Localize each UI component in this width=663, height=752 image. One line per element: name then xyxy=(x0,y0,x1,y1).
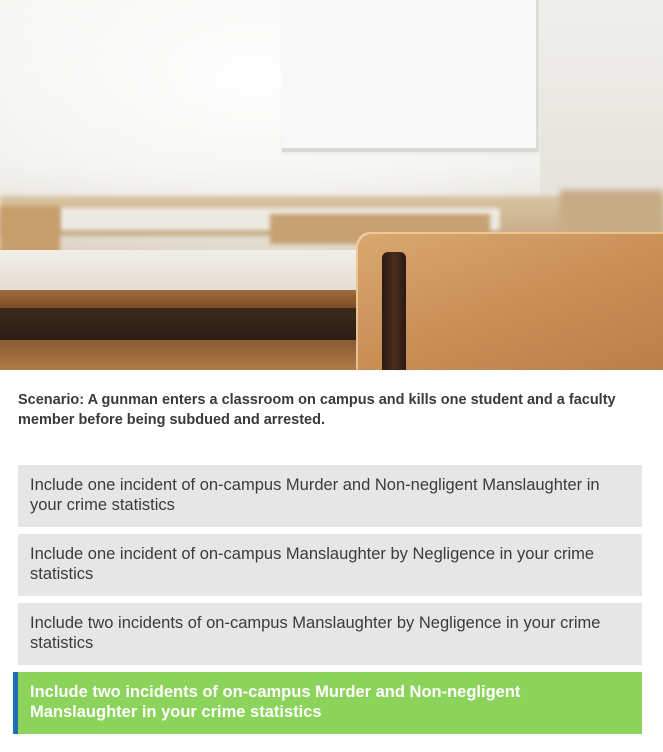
answer-option-1[interactable]: Include one incident of on-campus Murder and Non-negligent Manslaughter in your crime statistics xyxy=(18,465,642,527)
classroom-image xyxy=(0,0,663,370)
whiteboard xyxy=(282,0,539,152)
answer-option-4-selected[interactable]: Include two incidents of on-campus Murder and Non-negligent Manslaughter in your crime statistics xyxy=(13,672,642,734)
scenario-text: Scenario: A gunman enters a classroom on campus and kills one student and a faculty member before being subdued and arrested. xyxy=(18,392,616,428)
answer-option-2[interactable]: Include one incident of on-campus Manslaughter by Negligence in your crime statistics xyxy=(18,534,642,596)
desk-front xyxy=(0,340,400,370)
back-wall xyxy=(540,0,663,200)
background-chair xyxy=(0,206,60,256)
desk-edge xyxy=(0,290,400,308)
answer-option-3[interactable]: Include two incidents of on-campus Manslaughter by Negligence in your crime statistics xyxy=(18,603,642,665)
answer-options xyxy=(18,465,642,741)
chair-post xyxy=(382,252,406,370)
desk-surface xyxy=(0,250,400,292)
